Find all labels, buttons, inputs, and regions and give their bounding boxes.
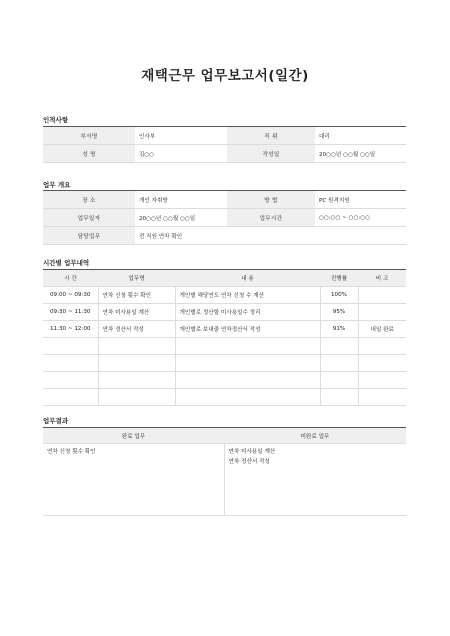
time-cell (43, 389, 98, 406)
column-header: 내 용 (175, 270, 320, 287)
progress-cell (320, 389, 358, 406)
time-cell: 11:30 ~ 12:00 (43, 321, 98, 338)
content-cell (175, 338, 320, 355)
progress-cell: 100% (320, 287, 358, 304)
place-value: 개인 자취방 (135, 191, 227, 209)
task-cell (98, 338, 175, 355)
todo-item: 연차 정산서 작성 (228, 459, 270, 465)
time-cell (43, 338, 98, 355)
column-header: 비 고 (358, 270, 406, 287)
duty-label: 담당업무 (43, 227, 135, 245)
table-row (43, 304, 406, 321)
name-value: 김○○ (135, 145, 227, 163)
page-title: 재택근무 업무보고서(일간) (141, 68, 309, 84)
section-title-timeline: 시간별 업무내역 (43, 259, 90, 267)
task-cell: 연차 미사용일 계산 (98, 304, 175, 321)
task-cell: 연차 신청 횟수 확인 (98, 287, 175, 304)
column-header: 진행률 (320, 270, 358, 287)
time-cell (43, 372, 98, 389)
progress-cell: 91% (320, 321, 358, 338)
timeline-table (43, 269, 406, 406)
progress-cell (320, 355, 358, 372)
workdate-value: 20○○년 ○○월 ○○일 (135, 209, 227, 227)
section-title-personal: 인적사항 (43, 116, 69, 124)
note-cell (358, 304, 406, 321)
progress-cell (320, 338, 358, 355)
note-cell (358, 355, 406, 372)
progress-cell (320, 372, 358, 389)
todo-cell (224, 444, 406, 516)
section-title-result: 업무결과 (43, 417, 69, 425)
table-row (43, 145, 406, 163)
table-row (43, 321, 406, 338)
time-cell (43, 355, 98, 372)
task-cell (98, 389, 175, 406)
note-cell (358, 287, 406, 304)
content-cell (175, 372, 320, 389)
place-label: 장 소 (43, 191, 135, 209)
table-row (43, 127, 406, 145)
content-cell (175, 355, 320, 372)
table-row (43, 355, 406, 372)
table-row (43, 372, 406, 389)
date-label: 작성일 (227, 145, 315, 163)
dept-label: 부서명 (43, 127, 135, 145)
note-cell (358, 372, 406, 389)
method-label: 방 법 (227, 191, 315, 209)
time-cell: 09:00 ~ 09:30 (43, 287, 98, 304)
todo-header: 미완료 업무 (224, 428, 406, 444)
todo-item: 연차 미사용일 계산 (228, 449, 276, 455)
done-item: 연차 신청 횟수 확인 (47, 449, 96, 455)
note-cell (358, 389, 406, 406)
task-cell (98, 355, 175, 372)
time-cell: 09:30 ~ 11:30 (43, 304, 98, 321)
worktime-value: ○○:○○ ~ ○○:○○ (315, 209, 406, 227)
content-cell: 개인별 해당연도 연차 신청 수 계산 (175, 287, 320, 304)
note-cell: 내일 완료 (358, 321, 406, 338)
table-row (43, 389, 406, 406)
table-row (43, 338, 406, 355)
done-header: 완료 업무 (43, 428, 224, 444)
name-label: 성 명 (43, 145, 135, 163)
column-header: 업무명 (98, 270, 175, 287)
task-cell (98, 372, 175, 389)
progress-cell: 95% (320, 304, 358, 321)
workdate-label: 업무일자 (43, 209, 135, 227)
column-header: 시 간 (43, 270, 98, 287)
note-cell (358, 338, 406, 355)
method-value: PC 원격지원 (315, 191, 406, 209)
table-row (43, 287, 406, 304)
worktime-label: 업무시간 (227, 209, 315, 227)
task-cell: 연차 정산서 작성 (98, 321, 175, 338)
result-table (43, 427, 406, 516)
content-cell: 개인별로 보내줄 연차정산서 작성 (175, 321, 320, 338)
table-header-row (43, 270, 406, 287)
overview-table (43, 190, 406, 245)
personal-info-table (43, 126, 406, 163)
table-row (43, 227, 406, 245)
table-row (43, 444, 406, 516)
content-cell: 개인별로 정산할 미사용일수 정리 (175, 304, 320, 321)
date-value: 20○○년 ○○월 ○○일 (315, 145, 406, 163)
content-cell (175, 389, 320, 406)
table-header-row (43, 428, 406, 444)
table-row (43, 191, 406, 209)
dept-value: 인사부 (135, 127, 227, 145)
done-cell (43, 444, 224, 516)
section-title-overview: 업무 개요 (43, 181, 71, 189)
position-value: 대리 (315, 127, 406, 145)
duty-value: 전 직원 연차 확인 (135, 227, 406, 245)
table-row (43, 209, 406, 227)
position-label: 직 위 (227, 127, 315, 145)
